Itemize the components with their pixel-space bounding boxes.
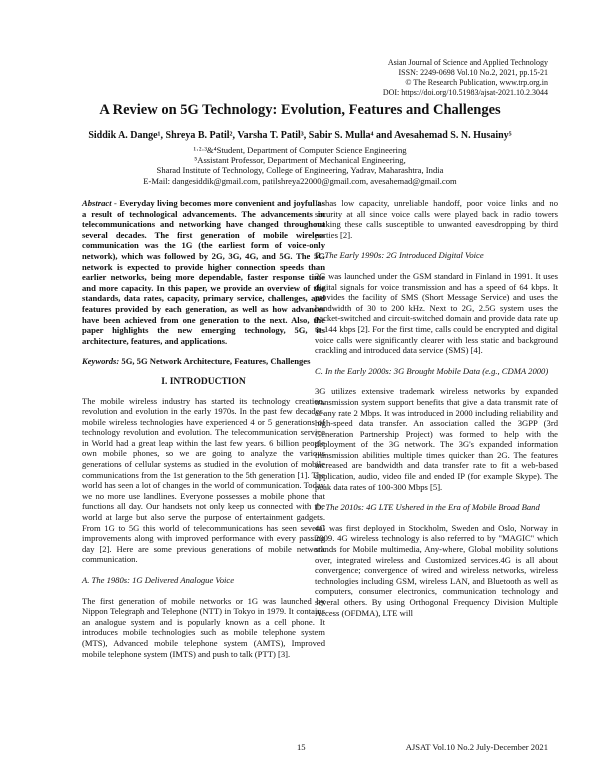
affiliation-students: ¹·²·³&⁴Student, Department of Computer Science Engineering xyxy=(193,145,407,155)
affiliations xyxy=(20,145,580,186)
page-number: 15 xyxy=(297,742,306,752)
publisher-line: © The Research Publication, www.trp.org.in xyxy=(405,78,548,87)
paragraph-1g-continued: It has low capacity, unreliable handoff, poor voice links and no security at all since voice calls were played back in radio towers making these calls susceptible to unwanted eavesdropping by third parties [2]. xyxy=(315,198,558,240)
paragraph-4g: 4G was first deployed in Stockholm, Sweden and Oslo, Norway in 2009. 4G wireless technology is also referred to by "MAGIC" which stands for Mobile multimedia, Any-where, Global mobility solutions over, integrated wireless and Customized services.4G is all about convergence; convergence of wired and wireless networks, wireless technologies including GSM, wireless LAN, and Bluetooth as well as computers, consumer electronics, communication technology and several others. By using Orthogonal Frequency Division Multiple Access (OFDMA), LTE will xyxy=(315,522,558,618)
footer-journal-info: AJSAT Vol.10 No.2 July-December 2021 xyxy=(405,742,548,752)
paragraph-3g: 3G utilizes extensive trademark wireless networks by expanded transmission system support benefits that give a data transmit rate of at any rate 2 Mbps. It was introduced in 2000 including reliability and high-speed data transfer. An association called the 3GPP (3rd Generation Partnership Project) was formed to help with the deployment of the 3G network. The 3G's expanded information transmission abilities multiple times quicker than 2G. The features increased are bandwidth and data transfer rate to fit a web-based application, audio, video file and ended IP (for example Skype). The peak data rates of 100-300 Mbps [5]. xyxy=(315,386,558,492)
paper-title: A Review on 5G Technology: Evolution, Features and Challenges xyxy=(99,102,501,118)
abstract xyxy=(82,198,325,346)
subsection-heading-4g: D. The 2010s: 4G LTE Ushered in the Era of Mobile Broad Band xyxy=(315,502,540,513)
keywords xyxy=(82,356,325,367)
doi-line: DOI: https://doi.org/10.51983/ajsat-2021.10.2.3044 xyxy=(382,88,548,97)
subsection-heading-1g: A. The 1980s: 1G Delivered Analogue Voice xyxy=(82,575,235,585)
subsection-heading-3g: C. In the Early 2000s: 3G Brought Mobile Data (e.g., CDMA 2000) xyxy=(315,365,549,376)
paragraph-2g: 2G was launched under the GSM standard in Finland in 1991. It uses digital signals for voice transmission and has a speed of 64 kbps. It provides the facility of SMS (Short Message Service) and uses the bandwidth of 30 to 200 kHz. Next to 2G, 2.5G system uses the packet-switched and circuit-switched domain and provide data rate up to 144 kbps [2]. For the first time, calls could be encrypted and digital voice calls were significantly clearer with less static and background crackling and introduced data service (SMS) [4]. xyxy=(315,270,558,356)
author-list: Siddik A. Dange¹, Shreya B. Patil², Varsha T. Patil³, Sabir S. Mulla⁴ and Avesahemad S. N. Husainy⁵ xyxy=(88,130,512,141)
affiliation-professor: ⁵Assistant Professor, Department of Mechanical Engineering, xyxy=(194,155,406,166)
journal-name: Asian Journal of Science and Applied Technology xyxy=(387,58,548,67)
issn-line: ISSN: 2249-0698 Vol.10 No.2, 2021, pp.15-21 xyxy=(398,68,548,77)
subsection-heading-2g: B. The Early 1990s: 2G Introduced Digital Voice xyxy=(315,250,484,261)
right-column xyxy=(315,198,558,628)
abstract-text: Everyday living becomes more convenient and joyful as a result of technological advancements. The advancements in telecommunications and networking have changed throughout several decades. The first generation of mobile wireless communication was the 1G (the earliest form of voice-only network), which was followed by 2G, 3G, 4G, and 5G. The 5G network is expected to provide higher connection speeds than earlier networks, being more dependable, faster response time and more capacity. In this paper, we provide an overview of the standards, data rates, capacity, primary service, challenges, and features provided by each generation, as well as how advances have been achieved from one generation to the next. Also, the paper highlights the new emerging technology, 5G, its architecture, features, and applications. xyxy=(82,198,325,346)
journal-header xyxy=(383,58,548,98)
affiliation-institute: Sharad Institute of Technology, College of Engineering, Yadrav, Maharashtra, India xyxy=(156,165,444,176)
section-heading-introduction: I. INTRODUCTION xyxy=(161,376,246,387)
left-column xyxy=(82,198,325,669)
email-list: E-Mail: dangesiddik@gmail.com, patilshreya22000@gmail.com, avesahemad@gmail.com xyxy=(143,175,457,186)
paragraph-1g: The first generation of mobile networks or 1G was launched by Nippon Telegraph and Telephone (NTT) in Tokyo in 1979. It contains an analogue system and is popularly known as a cell phone. It introduces mobile technologies such as mobile telephone system (MTS), Advanced mobile telephone system (AMTS), Improved mobile telephone system (IMTS) and push to talk (PTT) [3]. xyxy=(82,595,325,659)
intro-paragraph: The mobile wireless industry has started its technology creation, revolution and evolution in the early 1970s. In the past few decades, mobile wireless technologies have experienced 4 or 5 generations of technology revolution and evolution. The telecommunication service in World had a great leap within the last few years. 6 billion people own mobile phones, so we are going to analyze the various generations of cellular systems as studied in the evolution of mobile communications from the 1st generation to the 5th generation [1]. The world has seen a lot of changes in the world of communication. Today we no more use landlines. Everyone possesses a mobile phone that functions all day. Our handsets not only keep us connected with the world at large but also serve the purpose of entertainment gadgets. From 1G to 5G this world of telecommunications has seen several improvements along with improved performance with every passing day [2]. Here are some previous generations of mobile network communication. xyxy=(82,395,325,565)
keywords-text: 5G, 5G Network Architecture, Features, Challenges xyxy=(119,356,311,367)
abstract-label: Abstract - xyxy=(82,198,117,208)
keywords-label: Keywords: xyxy=(82,356,120,367)
